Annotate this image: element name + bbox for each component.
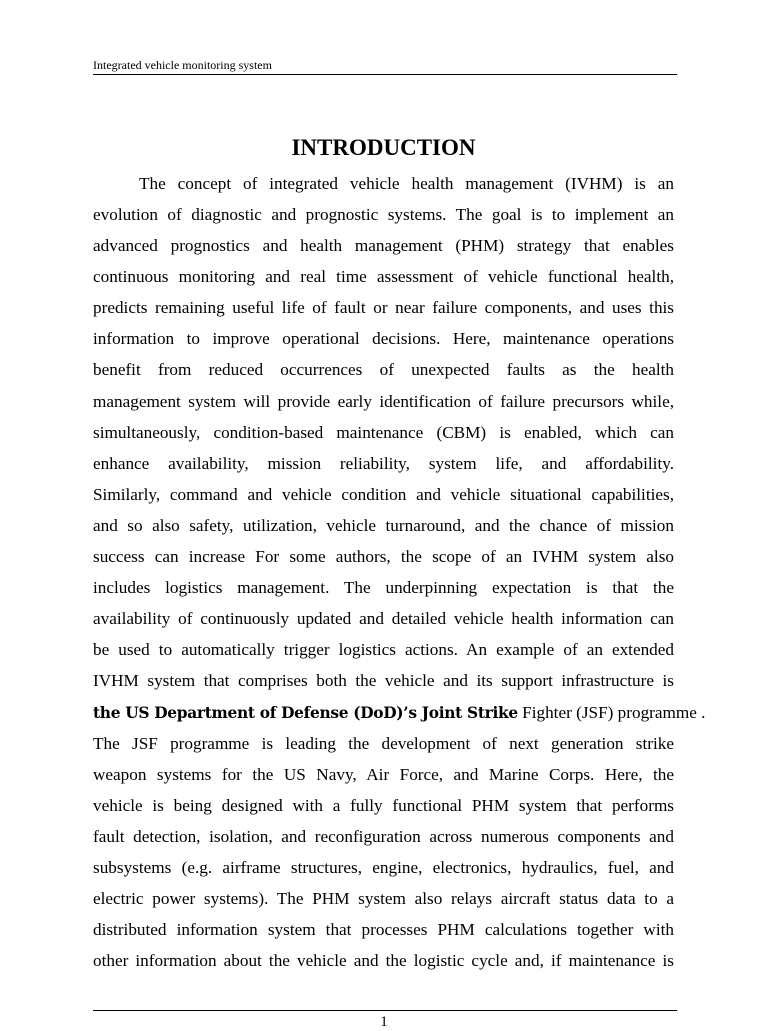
page-number: 1 [380,1014,388,1030]
body-line: Similarly, command and vehicle condition and vehicle situational capabilities, [93,485,674,504]
body-line: evolution of diagnostic and prognostic systems. The goal is to implement an [93,205,674,224]
body-line: IVHM system that comprises both the vehicle and its support infrastructure is [93,671,674,690]
body-line: The JSF programme is leading the development of next generation strike [93,734,674,753]
body-line: The concept of integrated vehicle health management (IVHM) is an [139,174,674,193]
body-line: success can increase For some authors, the scope of an IVHM system also [93,547,674,566]
body-line: includes logistics management. The underpinning expectation is that the [93,578,674,597]
body-line: predicts remaining useful life of fault or near failure components, and uses this [93,298,674,317]
regular-reference-text: Fighter (JSF) programme . [517,703,706,722]
body-line: be used to automatically trigger logistics actions. An example of an extended [93,640,674,659]
header-rule [93,74,677,75]
body-line: vehicle is being designed with a fully functional PHM system that performs [93,796,674,815]
running-header: Integrated vehicle monitoring system [93,58,272,72]
body-line: fault detection, isolation, and reconfiguration across numerous components and [93,827,674,846]
body-line: and so also safety, utilization, vehicle turnaround, and the chance of mission [93,516,674,535]
body-line: enhance availability, mission reliability, system life, and affordability. [93,454,674,473]
body-line: distributed information system that processes PHM calculations together with [93,920,674,939]
body-line: continuous monitoring and real time assessment of vehicle functional health, [93,267,674,286]
body-line: weapon systems for the US Navy, Air Force, and Marine Corps. Here, the [93,765,674,784]
body-line-mixed [93,703,706,723]
body-line: information to improve operational decisions. Here, maintenance operations [93,329,674,348]
body-line: advanced prognostics and health management (PHM) strategy that enables [93,236,674,255]
footer-rule [93,1010,677,1011]
body-line: other information about the vehicle and the logistic cycle and, if maintenance is [93,951,674,970]
section-heading: INTRODUCTION [291,135,476,160]
body-line: simultaneously, condition-based maintenance (CBM) is enabled, which can [93,423,674,442]
body-line: availability of continuously updated and detailed vehicle health information can [93,609,674,628]
body-line: management system will provide early identification of failure precursors while, [93,392,674,411]
body-line: electric power systems). The PHM system also relays aircraft status data to a [93,889,674,908]
body-line: subsystems (e.g. airframe structures, engine, electronics, hydraulics, fuel, and [93,858,674,877]
body-line: benefit from reduced occurrences of unexpected faults as the health [93,360,674,379]
bold-reference-text: the US Department of Defense (DoD)’s Joint Strike [93,704,518,722]
